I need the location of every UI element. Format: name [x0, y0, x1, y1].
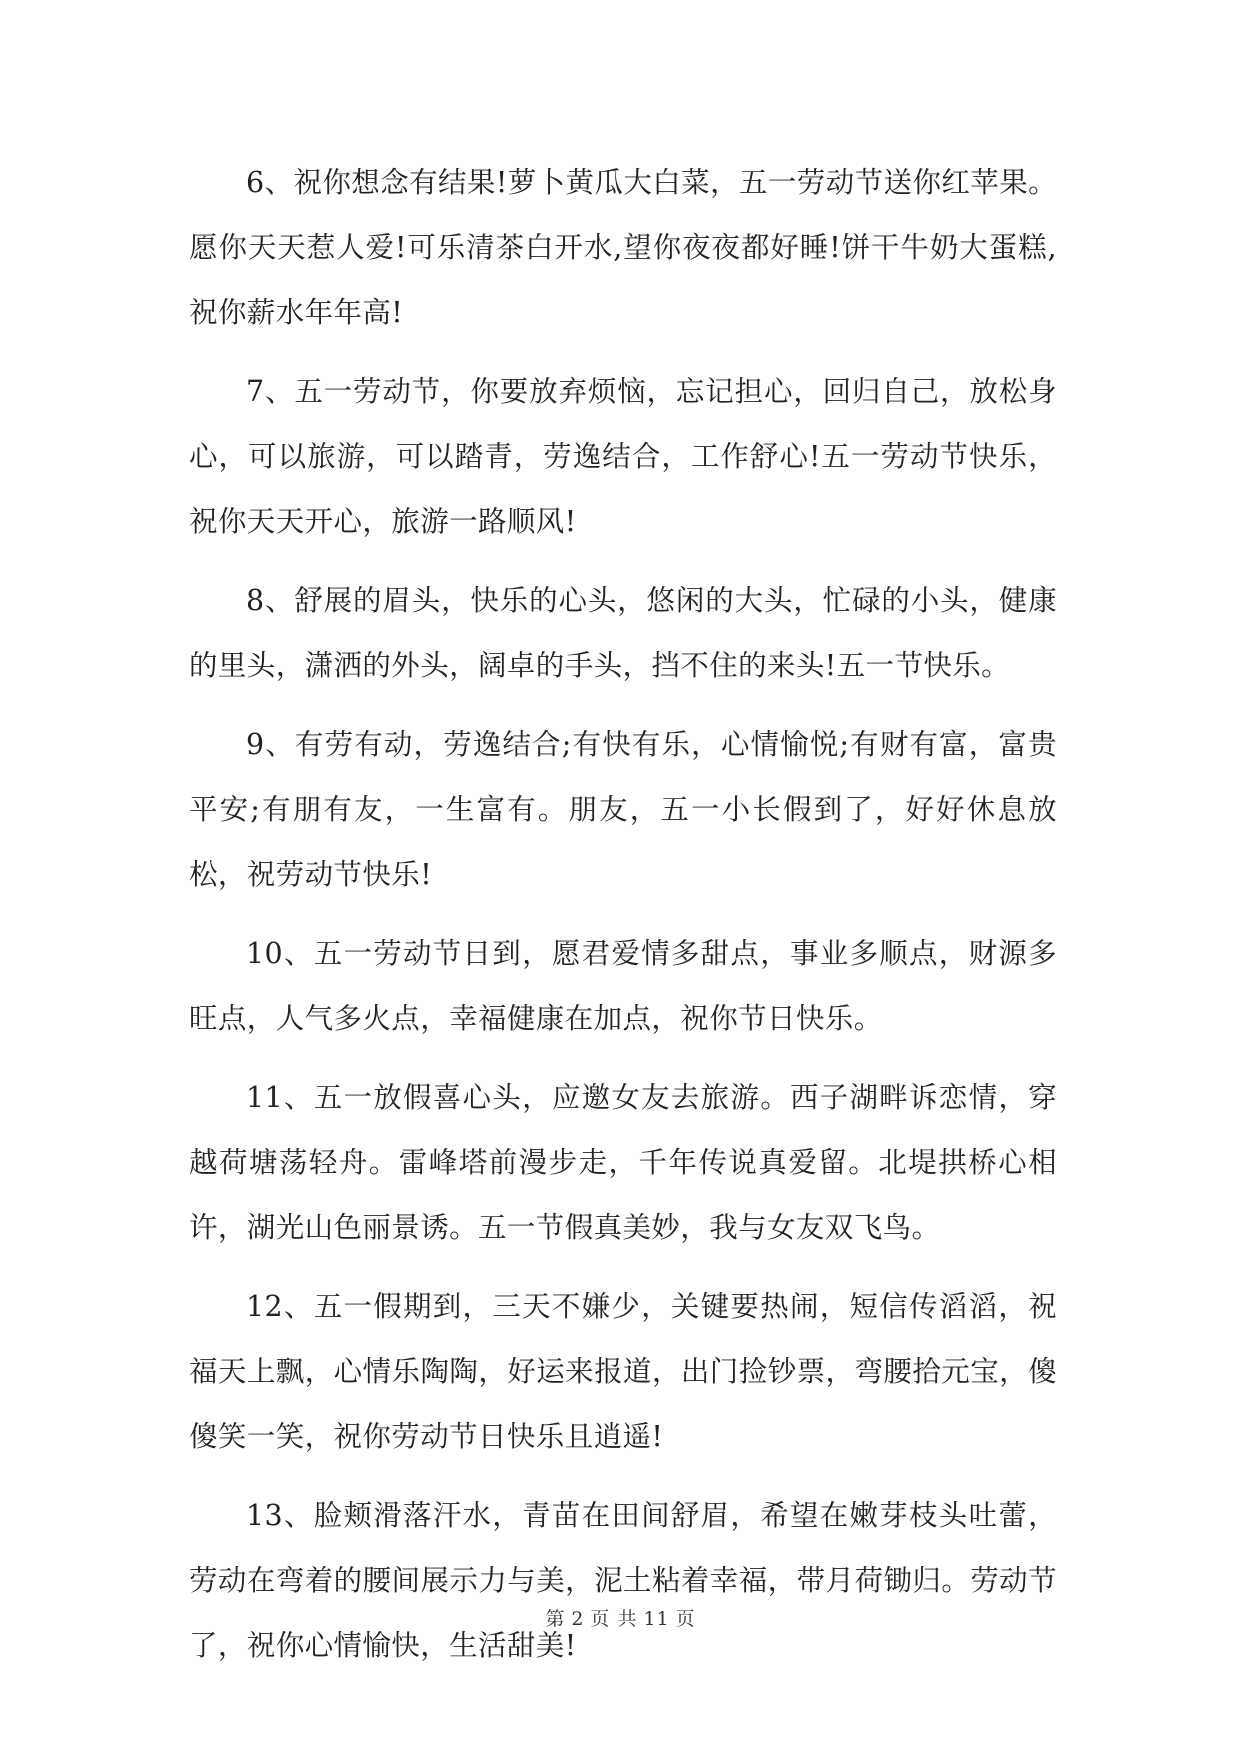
paragraph-7: 7、五一劳动节，你要放弃烦恼，忘记担心，回归自己，放松身心，可以旅游，可以踏青，劳逸结合，工作舒心!五一劳动节快乐，祝你天天开心，旅游一路顺风!: [189, 375, 1057, 538]
footer-total-pages: 11: [643, 1608, 670, 1630]
footer-suffix: 页: [675, 1608, 696, 1630]
footer-middle: 页 共: [590, 1608, 638, 1630]
footer-current-page: 2: [571, 1608, 585, 1630]
paragraph-11: 11、五一放假喜心头，应邀女友去旅游。西子湖畔诉恋情，穿越荷塘荡轻舟。雷峰塔前漫步走，千年传说真爱留。北堤拱桥心相许，湖光山色丽景诱。五一节假真美妙，我与女友双飞鸟。: [189, 1081, 1057, 1244]
paragraph-12: 12、五一假期到，三天不嫌少，关键要热闹，短信传滔滔，祝福天上飘，心情乐陶陶，好运来报道，出门捡钞票，弯腰拾元宝，傻傻笑一笑，祝你劳动节日快乐且逍遥!: [189, 1290, 1057, 1453]
paragraph-6: 6、祝你想念有结果!萝卜黄瓜大白菜，五一劳动节送你红苹果。愿你天天惹人爱!可乐清茶白开水,望你夜夜都好睡!饼干牛奶大蛋糕,祝你薪水年年高!: [189, 166, 1057, 329]
paragraph-13: 13、脸颊滑落汗水，青苗在田间舒眉，希望在嫩芽枝头吐蕾，劳动在弯着的腰间展示力与美，泥土粘着幸福，带月荷锄归。劳动节了，祝你心情愉快，生活甜美!: [189, 1499, 1057, 1662]
paragraph-10: 10、五一劳动节日到，愿君爱情多甜点，事业多顺点，财源多旺点，人气多火点，幸福健康在加点，祝你节日快乐。: [189, 937, 1057, 1035]
footer-prefix: 第: [545, 1608, 566, 1630]
page-footer: [0, 1604, 1241, 1631]
paragraph-8: 8、舒展的眉头，快乐的心头，悠闲的大头，忙碌的小头，健康的里头，潇洒的外头，阔卓的手头，挡不住的来头!五一节快乐。: [189, 584, 1057, 682]
page-body: [189, 150, 1057, 1692]
paragraph-9: 9、有劳有动，劳逸结合;有快有乐，心情愉悦;有财有富，富贵平安;有朋有友，一生富有。朋友，五一小长假到了，好好休息放松，祝劳动节快乐!: [189, 728, 1057, 891]
